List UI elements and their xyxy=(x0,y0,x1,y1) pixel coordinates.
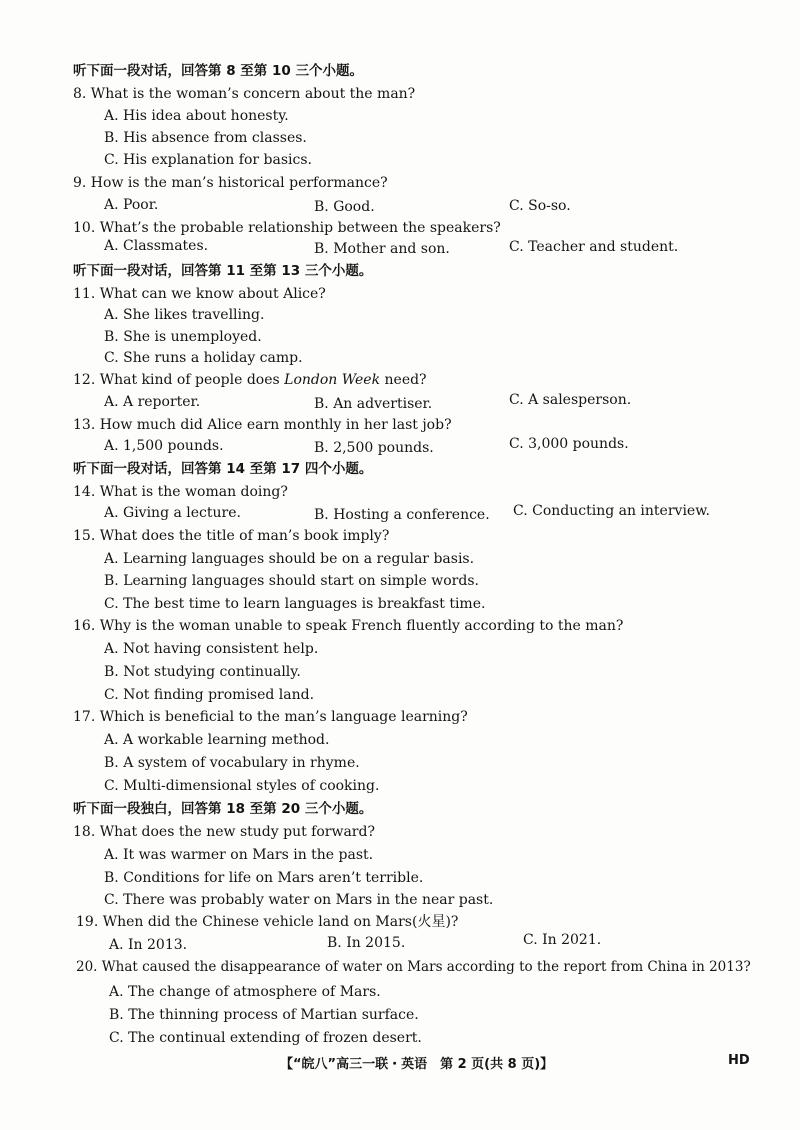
question-12-stem-start: 12. What kind of people does xyxy=(73,372,285,388)
question-17-option-c: C. Multi-dimensional styles of cooking. xyxy=(104,778,380,794)
question-20-option-c: C. The continual extending of frozen desert. xyxy=(109,1030,422,1046)
question-16-option-c: C. Not finding promised land. xyxy=(104,687,315,703)
section-heading: 听下面一段独白，回答第 18 至第 20 三个小题。 xyxy=(73,801,373,817)
question-18-option-c: C. There was probably water on Mars in the near past. xyxy=(104,892,494,908)
question-18-option-a: A. It was warmer on Mars in the past. xyxy=(104,847,374,863)
question-12-option-c: C. A salesperson. xyxy=(509,392,632,408)
question-16-stem: 16. Why is the woman unable to speak French fluently according to the man? xyxy=(73,618,624,634)
question-13-option-b: B. 2,500 pounds. xyxy=(314,440,434,456)
question-17-stem: 17. Which is beneficial to the man’s language learning? xyxy=(73,709,468,725)
question-13-stem: 13. How much did Alice earn monthly in her last job? xyxy=(73,417,452,433)
question-10-option-c: C. Teacher and student. xyxy=(509,239,679,255)
question-8-option-c: C. His explanation for basics. xyxy=(104,152,312,168)
question-14-option-c: C. Conducting an interview. xyxy=(513,503,710,519)
section-heading: 听下面一段对话，回答第 8 至第 10 三个小题。 xyxy=(73,63,363,79)
question-11-option-b: B. She is unemployed. xyxy=(104,329,262,345)
question-19-option-a: A. In 2013. xyxy=(109,937,188,953)
question-12-stem xyxy=(73,371,427,389)
question-16-option-a: A. Not having consistent help. xyxy=(104,641,319,657)
question-8-option-a: A. His idea about honesty. xyxy=(104,108,289,124)
question-9-option-c: C. So-so. xyxy=(509,198,571,214)
question-9-option-a: A. Poor. xyxy=(104,197,159,213)
question-17-option-a: A. A workable learning method. xyxy=(104,732,330,748)
question-15-option-c: C. The best time to learn languages is breakfast time. xyxy=(104,596,486,612)
question-12-option-b: B. An advertiser. xyxy=(314,396,433,412)
question-20-option-b: B. The thinning process of Martian surface. xyxy=(109,1007,419,1023)
question-16-option-b: B. Not studying continually. xyxy=(104,664,301,680)
question-10-option-a: A. Classmates. xyxy=(104,238,209,254)
question-8-stem: 8. What is the woman’s concern about the man? xyxy=(73,86,416,102)
question-14-option-a: A. Giving a lecture. xyxy=(104,505,241,521)
question-18-stem: 18. What does the new study put forward? xyxy=(73,824,375,840)
question-12-option-a: A. A reporter. xyxy=(104,394,201,410)
question-14-stem: 14. What is the woman doing? xyxy=(73,484,288,500)
question-12-stem-end: need? xyxy=(380,372,427,388)
question-19-stem: 19. When did the Chinese vehicle land on Mars(火星)? xyxy=(76,914,459,930)
question-9-option-b: B. Good. xyxy=(314,199,375,215)
question-14-option-b: B. Hosting a conference. xyxy=(314,507,490,523)
question-20-stem: 20. What caused the disappearance of water on Mars according to the report from China in 2013? xyxy=(76,959,751,975)
magazine-title: London Week xyxy=(284,372,381,388)
page-footer: 【“皖八”高三一联・英语 第 2 页(共 8 页)】 xyxy=(280,1057,554,1072)
question-15-stem: 15. What does the title of man’s book imply? xyxy=(73,528,390,544)
question-19-option-b: B. In 2015. xyxy=(327,935,406,951)
question-13-option-c: C. 3,000 pounds. xyxy=(509,436,629,452)
question-19-option-c: C. In 2021. xyxy=(523,932,602,948)
question-10-option-b: B. Mother and son. xyxy=(314,241,450,257)
question-8-option-b: B. His absence from classes. xyxy=(104,130,307,146)
question-11-option-c: C. She runs a holiday camp. xyxy=(104,350,303,366)
question-17-option-b: B. A system of vocabulary in rhyme. xyxy=(104,755,360,771)
footer-code: HD xyxy=(728,1053,750,1068)
question-15-option-b: B. Learning languages should start on simple words. xyxy=(104,573,479,589)
section-heading: 听下面一段对话，回答第 14 至第 17 四个小题。 xyxy=(73,461,373,477)
question-13-option-a: A. 1,500 pounds. xyxy=(104,438,224,454)
question-11-option-a: A. She likes travelling. xyxy=(104,307,265,323)
question-9-stem: 9. How is the man’s historical performance? xyxy=(73,175,388,191)
section-heading: 听下面一段对话，回答第 11 至第 13 三个小题。 xyxy=(73,263,373,279)
question-18-option-b: B. Conditions for life on Mars aren’t terrible. xyxy=(104,870,424,886)
question-10-stem: 10. What’s the probable relationship between the speakers? xyxy=(73,220,501,236)
question-15-option-a: A. Learning languages should be on a regular basis. xyxy=(104,551,475,567)
question-11-stem: 11. What can we know about Alice? xyxy=(73,286,326,302)
question-20-option-a: A. The change of atmosphere of Mars. xyxy=(109,984,381,1000)
